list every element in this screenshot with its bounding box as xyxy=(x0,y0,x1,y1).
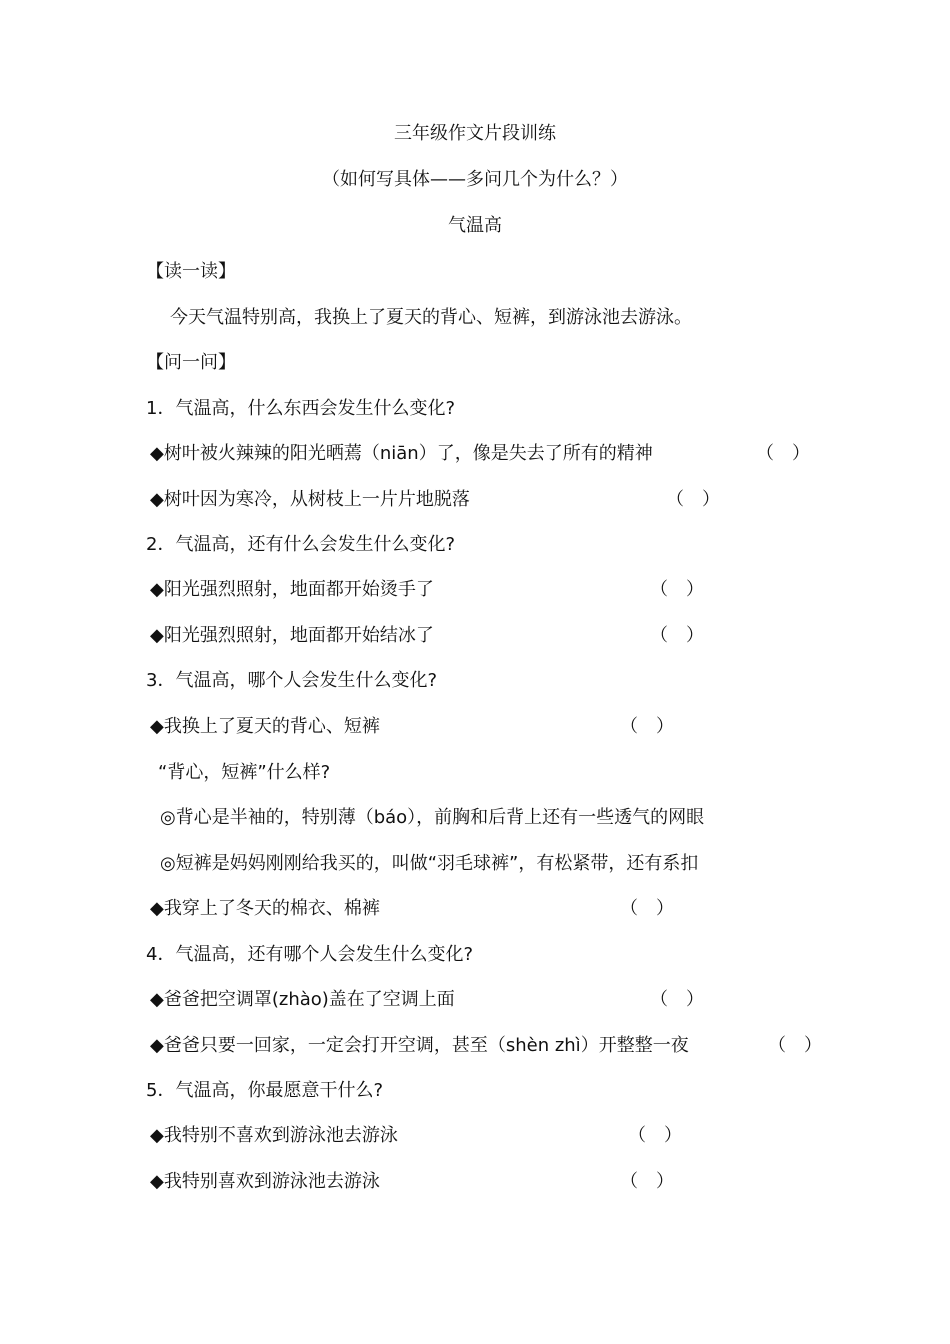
q3-detail-shorts: ◎短裤是妈妈刚刚给我买的，叫做“羽毛球裤”，有松紧带，还有系扣 xyxy=(160,853,699,874)
question-2: 2．气温高，还有什么会发生什么变化? xyxy=(146,534,456,555)
q4-option-2-text: ◆爸爸只要一回家，一定会打开空调，甚至（shèn zhì）开整整一夜 xyxy=(150,1035,689,1056)
document-title: 三年级作文片段训练 xyxy=(394,123,556,144)
q5-option-2-text: ◆我特别喜欢到游泳池去游泳 xyxy=(150,1171,380,1192)
q1-option-1-answer-blank[interactable]: （ ） xyxy=(756,443,810,464)
document-subtitle: （如何写具体——多问几个为什么？） xyxy=(322,169,628,190)
question-4: 4．气温高，还有哪个人会发生什么变化? xyxy=(146,944,474,965)
q3-option-1-answer-blank[interactable]: （ ） xyxy=(620,716,674,737)
q2-option-2-answer-blank[interactable]: （ ） xyxy=(650,625,704,646)
q2-option-1-text: ◆阳光强烈照射，地面都开始烫手了 xyxy=(150,579,434,600)
q2-option-1-answer-blank[interactable]: （ ） xyxy=(650,579,704,600)
read-section-text: 今天气温特别高，我换上了夏天的背心、短裤，到游泳池去游泳。 xyxy=(170,307,692,328)
q3-option-1-text: ◆我换上了夏天的背心、短裤 xyxy=(150,716,380,737)
question-5: 5．气温高，你最愿意干什么? xyxy=(146,1080,384,1101)
q4-option-1-text: ◆爸爸把空调罩(zhào)盖在了空调上面 xyxy=(150,989,455,1010)
q1-option-1-text: ◆树叶被火辣辣的阳光晒蔫（niān）了，像是失去了所有的精神 xyxy=(150,443,653,464)
q4-option-1-answer-blank[interactable]: （ ） xyxy=(650,989,704,1010)
topic-heading: 气温高 xyxy=(448,215,502,236)
q4-option-2-answer-blank[interactable]: （ ） xyxy=(768,1035,822,1056)
q3-option-2-text: ◆我穿上了冬天的棉衣、棉裤 xyxy=(150,898,380,919)
q3-detail-vest: ◎背心是半袖的，特别薄（báo），前胸和后背上还有一些透气的网眼 xyxy=(160,807,705,828)
q2-option-2-text: ◆阳光强烈照射，地面都开始结冰了 xyxy=(150,625,434,646)
q5-option-1-answer-blank[interactable]: （ ） xyxy=(628,1125,682,1146)
q1-option-2-answer-blank[interactable]: （ ） xyxy=(666,489,720,510)
read-section-heading: 【读一读】 xyxy=(146,261,236,282)
q1-option-2-text: ◆树叶因为寒冷，从树枝上一片片地脱落 xyxy=(150,489,470,510)
q5-option-2-answer-blank[interactable]: （ ） xyxy=(620,1171,674,1192)
question-3: 3．气温高，哪个人会发生什么变化? xyxy=(146,670,438,691)
ask-section-heading: 【问一问】 xyxy=(146,352,236,373)
question-1: 1．气温高，什么东西会发生什么变化? xyxy=(146,398,456,419)
q3-sub-question: “背心，短裤”什么样? xyxy=(158,762,331,783)
q5-option-1-text: ◆我特别不喜欢到游泳池去游泳 xyxy=(150,1125,398,1146)
q3-option-2-answer-blank[interactable]: （ ） xyxy=(620,898,674,919)
